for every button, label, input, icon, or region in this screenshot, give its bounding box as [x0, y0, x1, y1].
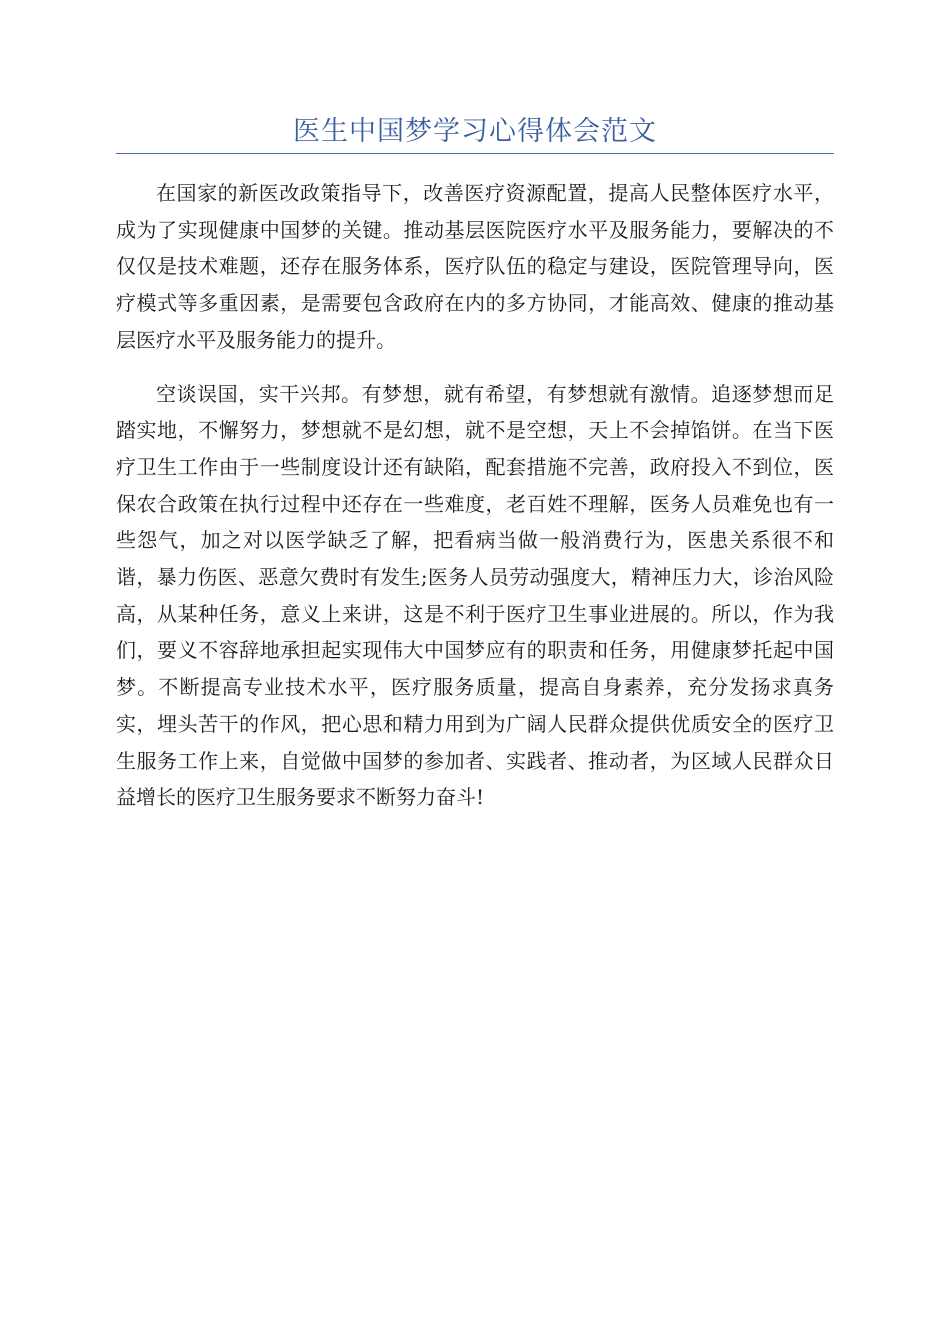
page-title: 医生中国梦学习心得体会范文: [293, 116, 657, 147]
paragraph-1: 在国家的新医改政策指导下，改善医疗资源配置，提高人民整体医疗水平，成为了实现健康中国梦的关键。推动基层医院医疗水平及服务能力，要解决的不仅仅是技术难题，还存在服务体系，医疗队伍的稳定与建设，医院管理导向，医疗模式等多重因素，是需要包含政府在内的多方协同，才能高效、健康的推动基层医疗水平及服务能力的提升。: [116, 181, 834, 352]
paragraph-2: 空谈误国，实干兴邦。有梦想，就有希望，有梦想就有激情。追逐梦想而足踏实地，不懈努力，梦想就不是幻想，就不是空想，天上不会掉馅饼。在当下医疗卫生工作由于一些制度设计还有缺陷，配套措施不完善，政府投入不到位，医保农合政策在执行过程中还存在一些难度，老百姓不理解，医务人员难免也有一些怨气，加之对以医学缺乏了解，把看病当做一般消费行为，医患关系很不和谐，暴力伤医、恶意欠费时有发生;医务人员劳动强度大，精神压力大，诊治风险高，从某种任务，意义上来讲，这是不利于医疗卫生事业进展的。所以，作为我们，要义不容辞地承担起实现伟大中国梦应有的职责和任务，用健康梦托起中国梦。不断提高专业技术水平，医疗服务质量，提高自身素养，充分发扬求真务实，埋头苦干的作风，把心思和精力用到为广阔人民群众提供优质安全的医疗卫生服务工作上来，自觉做中国梦的参加者、实践者、推动者，为区域人民群众日益增长的医疗卫生服务要求不断努力奋斗!: [116, 381, 834, 810]
title-underline: [116, 153, 834, 154]
document-body: [116, 175, 834, 816]
